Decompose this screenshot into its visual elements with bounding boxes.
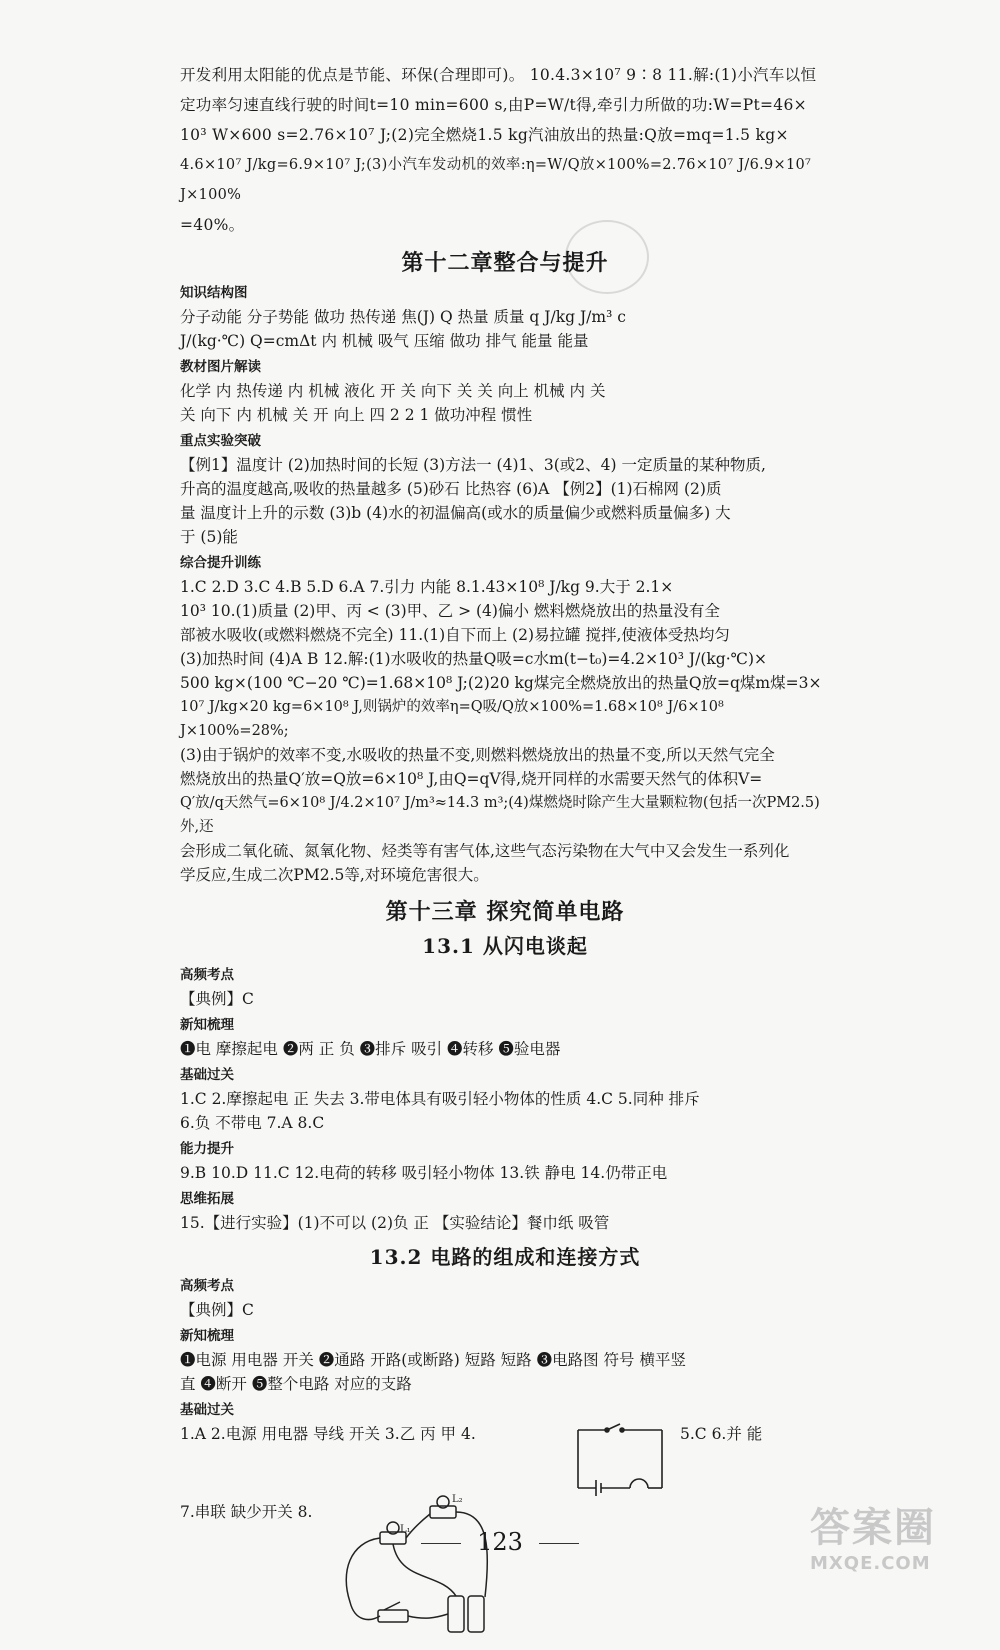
text-line: 10³ 10.(1)质量 (2)甲、丙 < (3)甲、乙 > (4)偏小 燃料燃烧放出的热量没有全 <box>180 602 720 620</box>
text-line: 化学 内 热传递 内 机械 液化 开 关 向下 关 关 向上 机械 内 关 <box>180 382 606 400</box>
text-line: J/(kg·℃) Q=cmΔt 内 机械 吸气 压缩 做功 排气 能量 能量 <box>180 332 589 350</box>
text-line: Q′放/q天然气=6×10⁸ J/4.2×10⁷ J/m³≈14.3 m³;(4)煤燃烧时除产生大量颗粒物(包括一次PM2.5)外,还 <box>180 795 820 835</box>
section-heading: 基础过关 <box>180 1402 234 1418</box>
lamp-l1-label: L₁ <box>400 1524 411 1535</box>
text-line: 学反应,生成二次PM2.5等,对环境危害很大。 <box>180 866 489 884</box>
text-line: 9.B 10.D 11.C 12.电荷的转移 吸引轻小物体 13.铁 静电 14.仍带正电 <box>180 1164 668 1182</box>
section-heading: 新知梳理 <box>180 1017 234 1033</box>
text-line: 6.负 不带电 7.A 8.C <box>180 1114 325 1132</box>
section-13-2-title: 13.2 电路的组成和连接方式 <box>369 1245 641 1269</box>
text-line: =40%。 <box>180 216 245 234</box>
section-heading: 思维拓展 <box>180 1191 234 1207</box>
watermark-url: MXQE.COM <box>810 1553 931 1574</box>
section-heading: 高频考点 <box>180 967 234 983</box>
section-heading: 基础过关 <box>180 1067 234 1083</box>
text-line: 1.C 2.D 3.C 4.B 5.D 6.A 7.引力 内能 8.1.43×10⁸ J/kg 9.大于 2.1× <box>180 578 674 596</box>
text-line: 15.【进行实验】(1)不可以 (2)负 正 【实验结论】餐巾纸 吸管 <box>180 1214 610 1232</box>
answer-page <box>180 60 830 1650</box>
section-13-1-title: 13.1 从闪电谈起 <box>422 934 588 958</box>
text-line: 1.A 2.电源 用电器 导线 开关 3.乙 丙 甲 4. <box>180 1425 476 1443</box>
lamp-l2-label: L₂ <box>452 1494 463 1505</box>
section-heading: 教材图片解读 <box>180 359 261 375</box>
section-heading: 知识结构图 <box>180 285 248 301</box>
text-line: 7.串联 缺少开关 8. <box>180 1503 313 1521</box>
text-line: 升高的温度越高,吸收的热量越多 (5)砂石 比热容 (6)A 【例2】(1)石棉网 (2)质 <box>180 480 722 498</box>
text-line: (3)由于锅炉的效率不变,水吸收的热量不变,则燃料燃烧放出的热量不变,所以天然气完全 <box>180 746 775 764</box>
text-line: ❶电源 用电器 开关 ❷通路 开路(或断路) 短路 短路 ❸电路图 符号 横平竖 <box>180 1351 686 1369</box>
circuit-diagram-q4 <box>570 1422 670 1498</box>
section-heading: 综合提升训练 <box>180 555 261 571</box>
text-line: 5.C 6.并 能 <box>680 1425 763 1443</box>
text-line: 【例1】温度计 (2)加热时间的长短 (3)方法一 (4)1、3(或2、4) 一定质量的某种物质, <box>180 456 766 474</box>
text-line: 燃烧放出的热量Q′放=Q放=6×10⁸ J,由Q=qV得,烧开同样的水需要天然气的体积V= <box>180 770 763 788</box>
section-heading: 高频考点 <box>180 1278 234 1294</box>
section-heading: 新知梳理 <box>180 1328 234 1344</box>
chapter-13-title: 第十三章 探究简单电路 <box>385 899 625 925</box>
text-line: (3)加热时间 (4)A B 12.解:(1)水吸收的热量Q吸=c水m(t−t₀)=4.2×10³ J/(kg·℃)× <box>180 650 768 668</box>
watermark-text: 答案圈 <box>810 1505 936 1551</box>
text-line: 【典例】C <box>180 1301 254 1319</box>
text-line: ❶电 摩擦起电 ❷两 正 负 ❸排斥 吸引 ❹转移 ❺验电器 <box>180 1040 561 1058</box>
text-line: 10⁷ J/kg×20 kg=6×10⁸ J,则锅炉的效率η=Q吸/Q放×100%=1.68×10⁸ J/6×10⁸ J×100%=28%; <box>180 699 724 739</box>
section-heading: 重点实验突破 <box>180 433 261 449</box>
text-line: 会形成二氧化硫、氮氧化物、烃类等有害气体,这些气态污染物在大气中又会发生一系列化 <box>180 842 790 860</box>
intro-block <box>180 60 830 240</box>
text-line: 于 (5)能 <box>180 528 238 546</box>
text-line: 分子动能 分子势能 做功 热传递 焦(J) Q 热量 质量 q J/kg J/m³ c <box>180 308 626 326</box>
page-number-text: 123 <box>477 1528 523 1556</box>
text-line: 500 kg×(100 ℃−20 ℃)=1.68×10⁸ J;(2)20 kg煤完全燃烧放出的热量Q放=q煤m煤=3× <box>180 674 822 692</box>
text-line: 部被水吸收(或燃料燃烧不完全) 11.(1)自下而上 (2)易拉罐 搅拌,使液体受热均匀 <box>180 626 730 644</box>
section-heading: 能力提升 <box>180 1141 234 1157</box>
text-line: 关 向下 内 机械 关 开 向上 四 2 2 1 做功冲程 惯性 <box>180 406 533 424</box>
chapter-12-title: 第十二章整合与提升 <box>401 250 609 276</box>
text-line: 10³ W×600 s=2.76×10⁷ J;(2)完全燃烧1.5 kg汽油放出的热量:Q放=mq=1.5 kg× <box>180 126 789 144</box>
text-line: 定功率匀速直线行驶的时间t=10 min=600 s,由P=W/t得,牵引力所做的功:W=Pt=46× <box>180 96 807 114</box>
watermark-logo <box>810 1496 985 1592</box>
text-line: 4.6×10⁷ J/kg=6.9×10⁷ J;(3)小汽车发动机的效率:η=W/Q放×100%=2.76×10⁷ J/6.9×10⁷ J×100% <box>180 157 812 203</box>
text-line: 1.C 2.摩擦起电 正 失去 3.带电体具有吸引轻小物体的性质 4.C 5.同种 排斥 <box>180 1090 700 1108</box>
text-line: 【典例】C <box>180 990 254 1008</box>
answer-row-with-circuit <box>180 1494 830 1650</box>
text-line: 量 温度计上升的示数 (3)b (4)水的初温偏高(或水的质量偏少或燃料质量偏多) 大 <box>180 504 731 522</box>
circuit-sketch-q8 <box>340 1492 530 1642</box>
answer-row-with-circuit <box>180 1422 830 1500</box>
text-line: 直 ❹断开 ❺整个电路 对应的支路 <box>180 1375 412 1393</box>
text-line: 开发利用太阳能的优点是节能、环保(合理即可)。 10.4.3×10⁷ 9∶8 11.解:(1)小汽车以恒 <box>180 66 817 84</box>
